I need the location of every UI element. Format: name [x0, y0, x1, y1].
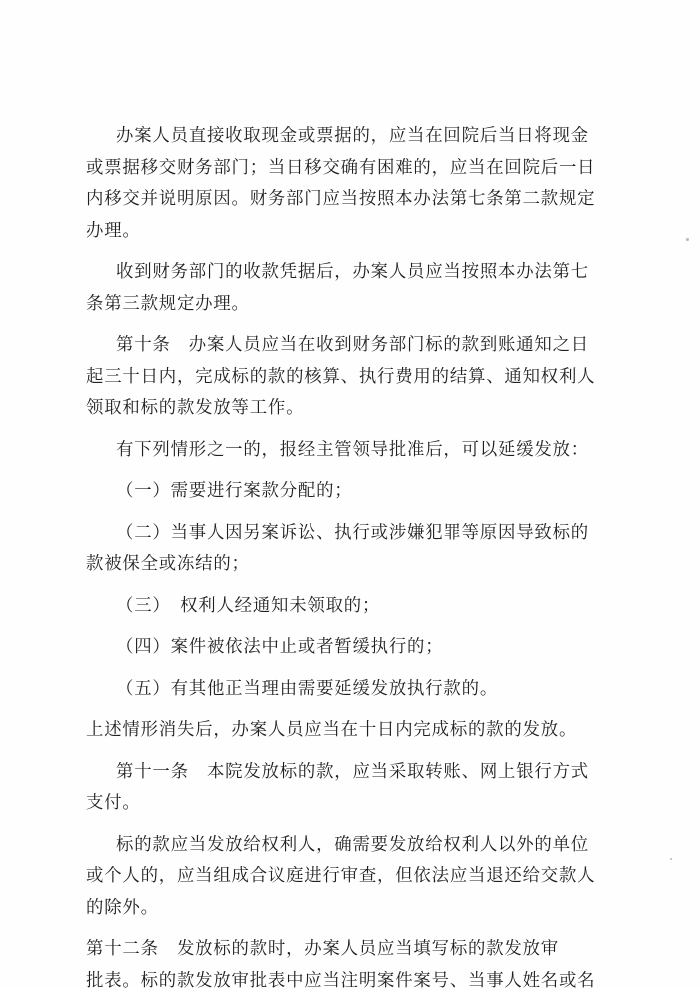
list-item-1	[116, 476, 596, 508]
text-line: 起三十日内，完成标的款的核算、执行费用的结算、通知权利人	[86, 366, 596, 387]
text-line: （一）需要进行案款分配的；	[116, 481, 353, 501]
text-line: 领取和标的款发放等工作。	[86, 398, 305, 418]
text-line: 或票据移交财务部门；当日移交确有困难的，应当在回院后一日	[86, 157, 596, 178]
text-line: 的除外。	[86, 897, 159, 918]
text-line: （四）案件被依法中止或者暂缓执行的；	[116, 637, 444, 657]
paragraph-cash-receipt	[86, 121, 596, 247]
text-line: 办案人员直接收取现金或票据的，应当在回院后当日将现金	[116, 126, 589, 146]
text-line: 条第三款规定办理。	[86, 293, 250, 314]
article-10	[86, 330, 596, 425]
text-line: 或个人的，应当组成合议庭进行审查，但依法应当退还给交款人	[86, 866, 596, 886]
scan-speck	[686, 238, 689, 241]
text-line: 有下列情形之一的，报经主管领导批准后，可以延缓发放：	[116, 439, 589, 460]
text-line: 办理。	[86, 220, 141, 241]
document-body	[86, 121, 596, 1007]
text-line: 内移交并说明原因。财务部门应当按照本办法第七条第二款规定	[86, 189, 596, 209]
text-line: （二）当事人因另案诉讼、执行或涉嫌犯罪等原因导致标的	[116, 522, 589, 543]
paragraph-receipt-voucher	[86, 257, 596, 320]
text-line: 收到财务部门的收款凭据后，办案人员应当按照本办法第七	[116, 262, 589, 282]
text-line: 支付。	[86, 793, 141, 813]
list-item-2	[86, 518, 596, 581]
paragraph-after-conditions	[86, 715, 596, 747]
list-item-5	[116, 674, 596, 706]
scan-speck	[670, 858, 672, 860]
list-item-3	[116, 591, 596, 623]
paragraph-payee	[86, 830, 596, 925]
text-line: 批表。标的款发放审批表中应当注明案件案号、当事人姓名或名	[86, 970, 596, 991]
text-line: 第十条 办案人员应当在收到财务部门标的款到账通知之日	[116, 335, 589, 355]
text-line: 款被保全或冻结的；	[86, 554, 250, 574]
list-item-4	[116, 632, 596, 664]
text-line: 第十一条 本院发放标的款，应当采取转账、网上银行方式	[116, 761, 589, 782]
article-11	[86, 757, 596, 820]
text-line: 标的款应当发放给权利人，确需要发放给权利人以外的单位	[116, 834, 589, 855]
text-line: （三） 权利人经通知未领取的；	[116, 595, 381, 616]
paragraph-deferral-conditions	[116, 435, 596, 467]
text-line: （五）有其他正当理由需要延缓发放执行款的。	[116, 678, 499, 699]
text-line: 第十二条 发放标的款时，办案人员应当填写标的款发放审	[86, 939, 559, 959]
text-line: 上述情形消失后，办案人员应当在十日内完成标的款的发放。	[86, 720, 578, 740]
